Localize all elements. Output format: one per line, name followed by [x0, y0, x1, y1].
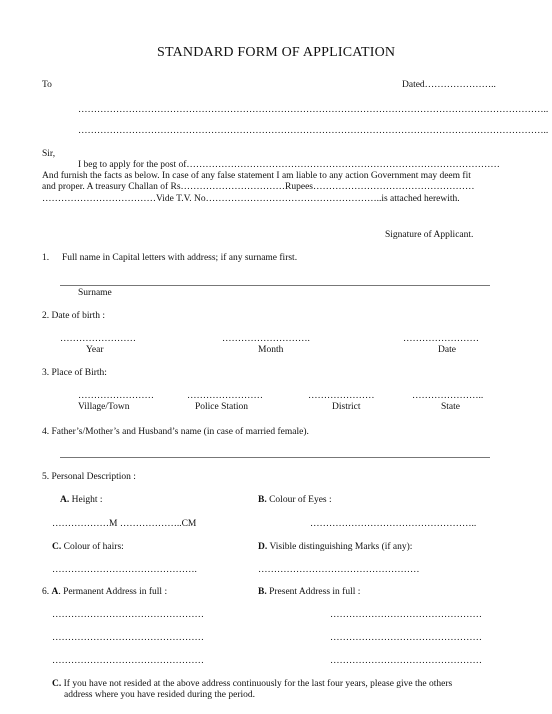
q6a-letter: A [51, 587, 59, 597]
pob-village-label: Village/Town [78, 402, 130, 412]
q1-number: 1. [42, 253, 50, 263]
q4-label: 4. Father’s/Mother’s and Husband’s name (in case of married female). [42, 427, 309, 437]
q6-label [42, 587, 167, 598]
q6b-label [258, 587, 360, 598]
pres-address-line-1: ………………………………………… [330, 610, 482, 620]
q6b-letter: B. [258, 587, 267, 597]
q5a-label [60, 495, 103, 506]
q5c-text: Colour of hairs: [61, 542, 124, 552]
q5d-text: Visible distinguishing Marks (if any): [267, 542, 413, 552]
para-line-3: and proper. A treasury Challan of Rs……………………………Rupees…………………………………………… [42, 182, 475, 192]
q5d-letter: D. [258, 542, 268, 552]
qc-letter: C. [52, 679, 62, 689]
height-field: ………………M ………………..CM [52, 519, 197, 529]
q2-label: 2. Date of birth : [42, 311, 106, 321]
q3-label: 3. Place of Birth: [42, 368, 107, 378]
q1-label: Full name in Capital letters with address; if any surname first. [62, 253, 298, 263]
q5-label: 5. Personal Description : [42, 472, 136, 482]
qc-line-1 [52, 679, 452, 690]
qc-text: If you have not resided at the above address continuously for the last four years, please give the others [61, 679, 453, 689]
perm-address-line-1: ………………………………………… [52, 610, 204, 620]
q4-line [60, 457, 490, 458]
q5b-text: Colour of Eyes : [266, 495, 332, 505]
address-line-2: ………………………………………………………………………………………………………………………………….. [78, 126, 549, 136]
dob-year-dots: …………………… [60, 334, 136, 344]
dob-month-label: Month [258, 345, 284, 355]
q6-number: 6. [42, 587, 50, 597]
address-line-1: ………………………………………………………………………………………………………………………………….. [78, 105, 549, 115]
qc-line-2: address where you have resided during the period. [64, 690, 255, 700]
pob-village-dots: …………………… [78, 391, 154, 401]
pres-address-line-2: ………………………………………… [330, 633, 482, 643]
q5a-text: Height : [69, 495, 103, 505]
hair-field: ………………………………………. [52, 565, 197, 575]
dob-month-dots: ………………………. [222, 334, 310, 344]
pob-district-label: District [332, 402, 361, 412]
q5d-label [258, 542, 412, 553]
q6a-text: . Permanent Address in full : [58, 587, 168, 597]
eyes-field: …………………………………………….. [310, 519, 477, 529]
salutation: Sir, [42, 149, 56, 159]
dob-date-dots: …………………… [403, 334, 479, 344]
q5b-letter: B. [258, 495, 267, 505]
q5a-letter: A. [60, 495, 70, 505]
dated-field: Dated………………….. [402, 80, 496, 90]
to-label: To [42, 80, 52, 90]
pres-address-line-3: ………………………………………… [330, 656, 482, 666]
q5b-label [258, 495, 332, 506]
surname-label: Surname [78, 288, 112, 298]
pob-district-dots: ………………… [308, 391, 375, 401]
pob-state-dots: ………………….. [412, 391, 484, 401]
pob-state-label: State [441, 402, 460, 412]
para-line-2: And furnish the facts as below. In case of any false statement I am liable to any action Government may deem fit [42, 171, 471, 181]
pob-police-dots: …………………… [187, 391, 263, 401]
para-line-1: I beg to apply for the post of……………………………………………………………………………………… [78, 160, 500, 170]
perm-address-line-3: ………………………………………… [52, 656, 204, 666]
perm-address-line-2: ………………………………………… [52, 633, 204, 643]
marks-field: …………………………………………… [258, 565, 420, 575]
pob-police-label: Police Station [195, 402, 249, 412]
dob-year-label: Year [86, 345, 104, 355]
q5c-label [52, 542, 124, 553]
page-title: STANDARD FORM OF APPLICATION [157, 45, 396, 60]
q1-line [60, 285, 490, 286]
signature-label: Signature of Applicant. [385, 230, 474, 240]
q6b-text: Present Address in full : [266, 587, 361, 597]
dob-date-label: Date [438, 345, 456, 355]
para-line-4: ………………………………Vide T.V. No………………………………………………..is attached herewith. [42, 194, 460, 204]
q5c-letter: C. [52, 542, 62, 552]
